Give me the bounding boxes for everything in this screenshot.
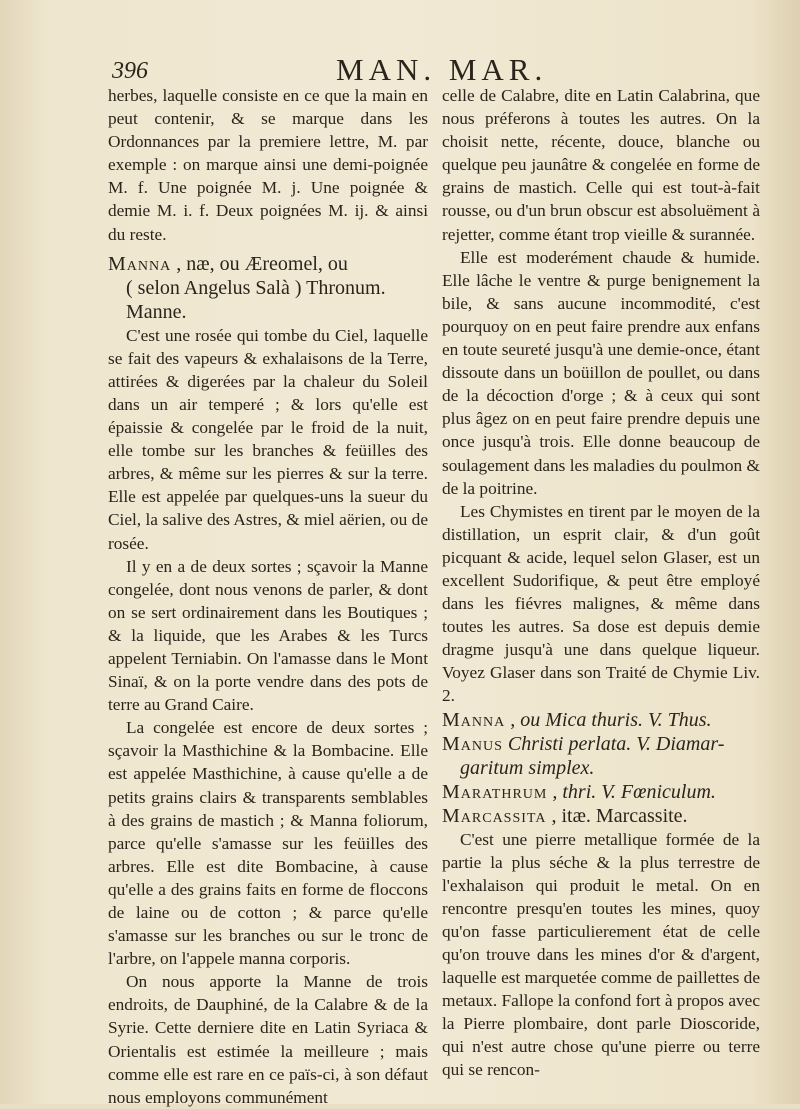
headword: Manus [442,732,503,755]
entry-marcassita [442,804,760,828]
headword-rest: , ou Mica thuris. V. Thus. [510,708,712,731]
running-head: MAN. MAR. [336,52,548,87]
paragraph: Les Chymistes en tirent par le moyen de la distillation, un esprit clair, & d'un goût picquant & acide, lequel selon Glaser, est un excellent Sudorifique, & peut être employé dans les fiévres malignes, & même dans toutes les autres. Sa dose est depuis demie dragme jusqu'à une dans quelque liqueur. Voyez Glaser dans son Traité de Chymie Liv. 2. [442,501,760,706]
entry-headword [108,252,428,276]
paragraph: Il y en a de deux sortes ; sçavoir la Manne congelée, dont nous venons de parler, & dont on se sert ordinairement dans les Boutiques ; & la liquide, que les Arabes & les Turcs appelent Terniabin. On l'amasse dans le Mont Sinaï, & on la porte vendre dans des pots de terre au Grand Caire. [108,556,428,715]
paragraph: C'est une rosée qui tombe du Ciel, laquelle se fait des vapeurs & exhalaisons de la Terre, attirées & digerées par la chaleur du Soleil dans un air temperé ; & lors qu'elle est épaissie & congelée par le froid de la nuit, elle tombe sur les branches & feüilles des arbres, & même sur les pierres & sur la terre. Elle est appelée par quelques-uns la sueur du Ciel, la salive des Astres, & miel aërien, ou de rosée. [108,325,428,553]
entry-manna [108,252,428,324]
paragraph: herbes, laquelle consiste en ce que la main en peut contenir, & se marque dans les Ordonnances par la premiere lettre, M. par exemple : on marque ainsi une demi-poignée M. f. Une poignée M. j. Une poignée & demie M. i. f. Deux poignées M. ij. & ainsi du reste. [108,86,428,244]
headword-rest: , itæ. Marcassite. [551,804,688,827]
paragraph: La congelée est encore de deux sortes ; sçavoir la Masthichine & la Bombacine. Elle est appelée Masthichine, à cause qu'elle a de petits grains clairs & transparents semblables à des grains de mastich ; & Manna foliorum, parce qu'elle s'amasse sur les feüilles des arbres. Elle est dite Bombacine, à cause qu'elle a des grains faits en forme de floccons de laine ou de cotton ; & parce qu'elle s'amasse sur les branches ou sur le tronc de l'arbre, on l'appele manna corporis. [108,718,428,969]
headword: Marcassita [442,804,547,827]
entry-headword-french: Manne. [126,300,187,323]
headword: Marathrum [442,780,548,803]
headword-rest: , næ, ou Æreomel, ou [176,252,348,275]
paragraph: Elle est moderément chaude & humide. Elle lâche le ventre & purge benignement la bile, & sans aucune incommodité, c'est pourquoy on en peut faire prendre aux enfans en toute seureté jusqu'à une demie-once, étant dissoute dans un boüillon de poullet, ou dans de la décoction d'orge ; & à ceux qui sont plus âgez on en peut faire prendre depuis une once jusqu'à trois. Elle donne beaucoup de soulagement dans les maladies du poulmon & de la poitrine. [442,247,760,498]
paragraph: On nous apporte la Manne de trois endroits, de Dauphiné, de la Calabre & de la Syrie. Cette derniere dite en Latin Syriaca & Orientalis est estimée la meilleure ; mais comme elle est rare en ce païs-ci, à son défaut nous employons communément [108,972,428,1107]
entry-marathrum [442,780,760,804]
paragraph: C'est une pierre metallique formée de la partie la plus séche & la plus terrestre de l'exhalaison qui produit le metal. On en rencontre presqu'en toutes les mines, quoy qu'on fasse particulierement état de celle qu'on trouve dans les mines d'or & d'argent, laquelle est marquetée comme de paillettes de metaux. Fallope la confond fort à propos avec la Pierre plombaire, dont parle Dioscoride, qui n'est autre chose qu'une pierre ou terre qui se rencon- [442,829,760,1080]
headword-rest: , thri. V. Fœniculum. [552,780,716,803]
entry-headword-line: ( selon Angelus Salà ) Thronum. [126,276,386,299]
page-number: 396 [112,58,148,84]
entry-headword-line: garitum simplex. [460,756,595,779]
entry-manus-christi [442,732,760,756]
paragraph: celle de Calabre, dite en Latin Calabrina, que nous préferons à toutes les autres. On la choisit nette, récente, douce, blanche ou quelque peu jaunâtre & congelée en forme de grains de mastich. Celle qui est tout-à-fait rousse, ou d'un brun obscur est absoluëment à rejetter, comme étant trop vieille & surannée. [442,86,760,244]
headword: Manna [442,708,506,731]
headword: Manna [108,252,172,275]
left-column [108,84,428,1109]
headword-rest: Christi perlata. V. Diamar- [507,732,725,755]
right-column [442,84,760,1082]
entry-manna-mica [442,708,760,732]
